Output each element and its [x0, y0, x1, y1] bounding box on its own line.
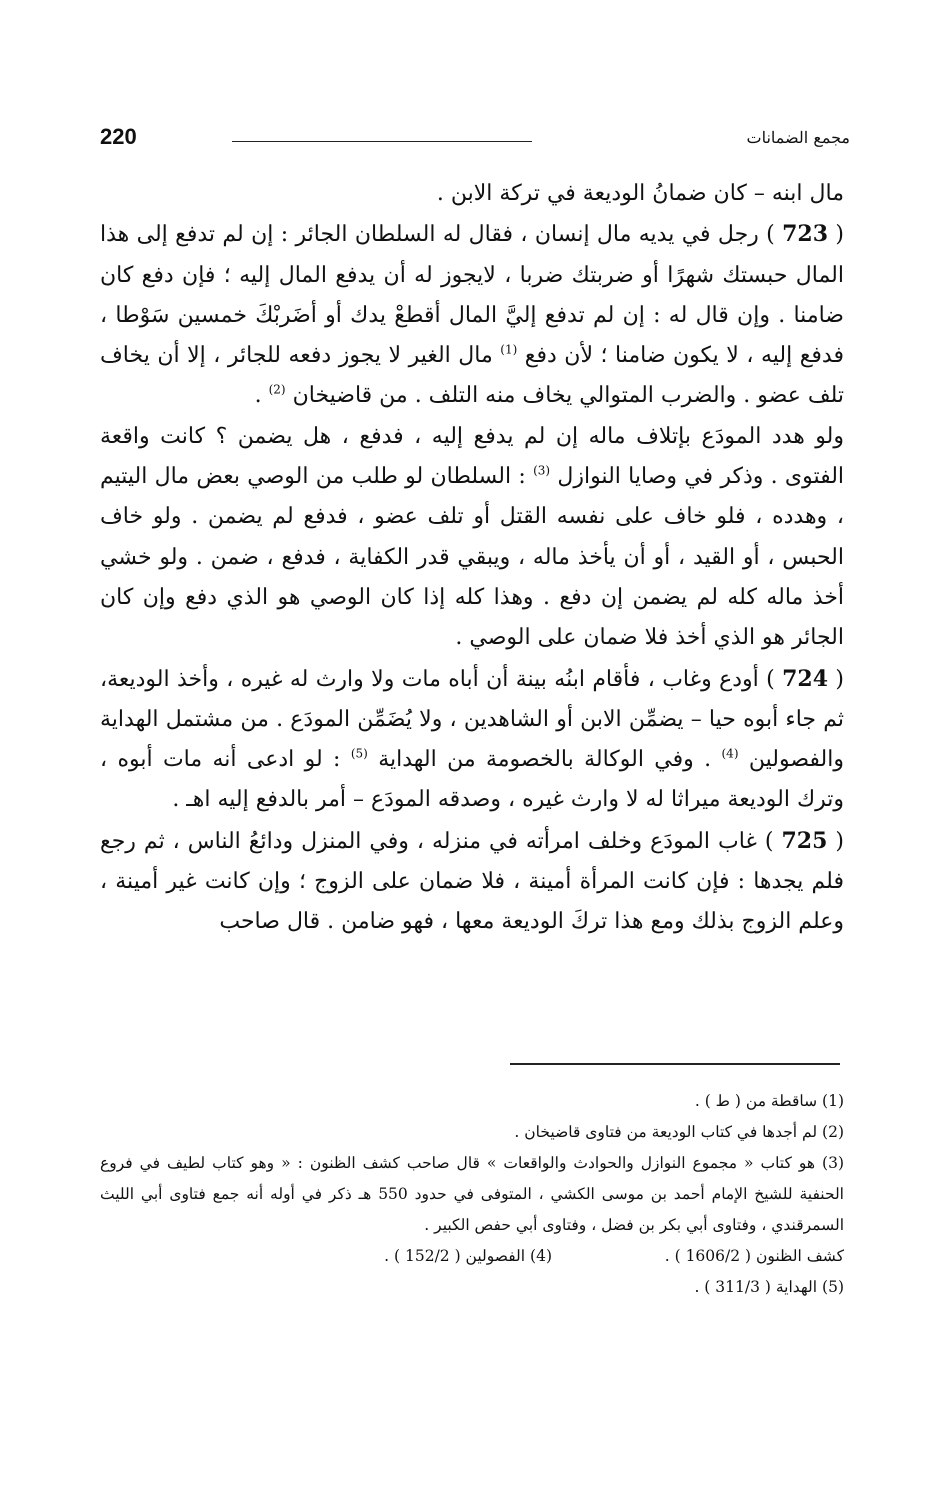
open-paren: ( — [835, 222, 845, 248]
item-number-725: 725 — [781, 827, 828, 854]
page-header — [100, 118, 850, 158]
main-text — [100, 174, 844, 943]
footnote-ref-2[interactable]: (2) — [268, 383, 286, 398]
paragraph-threat — [100, 417, 844, 659]
running-title: مجمع الضمانات — [746, 128, 850, 147]
footnote-separator — [510, 1063, 840, 1065]
footnotes — [100, 1086, 844, 1303]
footnote-ref-5[interactable]: (5) — [350, 746, 368, 761]
footnote-row — [100, 1241, 844, 1272]
footnote-2: (2) لم أجدها في كتاب الوديعة من فتاوى قاضيخان . — [514, 1123, 844, 1141]
footnote-3: (3) هو كتاب « مجموع النوازل والحوادث والواقعات » قال صاحب كشف الظنون : « وهو كتاب لطيف في فروع الحنفية للشيخ الإمام أحمد بن موسى الكشي ، المتوفى في حدود 550 هـ ذكر في أوله أنه جمع فتاوى أبي الليث السمرقندي ، وفتاوى أبي بكر بن فضل ، وفتاوى أبي حفص الكبير . — [100, 1154, 844, 1234]
header-rule — [232, 141, 532, 142]
footnote-ref-1[interactable]: (1) — [500, 342, 518, 357]
paragraph-724-text-2: . وفي الوكالة بالخصومة من الهداية — [378, 747, 712, 773]
page-number: 220 — [100, 124, 137, 149]
paragraph-725-text-1: ) غاب المودَع وخلف امرأته في منزله ، وفي المنزل ودائعُ الناس ، ثم رجع فلم يجدها : فإن كانت المرأة أمينة ، فلا ضمان على الزوج ؛ وإن كانت غير أمينة ، وعلم الزوج بذلك ومع هذا تركَ الوديعة معها ، فهو ضامن . قال صاحب — [100, 828, 844, 935]
footnote-4: (4) الفصولين ( 152/2 ) . — [384, 1247, 552, 1265]
item-number-723: 723 — [782, 221, 829, 248]
paragraph-threat-text-2: : السلطان لو طلب من الوصي بعض مال اليتيم ، وهدده ، فلو خاف على نفسه القتل أو تلف عضو ، فدفع لم يضمن . ولو خاف الحبس ، أو القيد ، أو أن يأخذ ماله ، ويبقي قدر الكفاية ، فدفع ، ضمن . ولو خشي أخذ ماله كله لم يضمن إن دفع . وهذا كله إذا كان الوصي هو الذي دفع وإن كان الجائر هو الذي أخذ فلا ضمان على الوصي . — [100, 464, 844, 651]
footnote-3-source: كشف الظنون ( 1606/2 ) . — [664, 1247, 844, 1265]
open-paren: ( — [835, 666, 845, 692]
paragraph-724-text-3: : لو ادعى أنه مات أبوه ، وترك الوديعة ميراثا له لا وارث غيره ، وصدقه المودَع – أمر بالدفع إليه اهـ . — [100, 747, 844, 813]
open-paren: ( — [835, 828, 845, 854]
footnote-1: (1) ساقطة من ( ط ) . — [694, 1092, 844, 1110]
paragraph-723-text-1: ) رجل في يديه مال إنسان ، فقال له السلطان الجائر : إن لم تدفع إلى هذا المال حبستك شهرًا أو ضربتك ضربا ، لايجوز له أن يدفع المال إليه ؛ فإن دفع كان ضامنا . وإن قال له : إن لم تدفع إليَّ المال أقطعْ يدك أو أضَربْكَ خمسين سَوْطا ، فدفع إليه ، لا يكون ضامنا ؛ لأن دفع — [100, 222, 844, 369]
paragraph-723-text-2: مال الغير لا يجوز دفعه للجائر ، إلا أن يخاف تلف عضو . والضرب المتوالي يخاف منه التلف . من قاضيخان — [100, 343, 844, 409]
footnote-5: (5) الهداية ( 311/3 ) . — [694, 1278, 844, 1296]
paragraph-723-text-3: . — [254, 383, 262, 409]
footnote-ref-3[interactable]: (3) — [533, 463, 551, 478]
footnote-ref-4[interactable]: (4) — [721, 746, 739, 761]
paragraph-724 — [100, 659, 844, 821]
paragraph-723 — [100, 214, 844, 416]
paragraph-725 — [100, 821, 844, 943]
paragraph-724-text-1: ) أودع وغاب ، فأقام ابنُه بينة أن أباه مات ولا وارث له غيره ، وأخذ الوديعة، ثم جاء أبوه حيا – يضمِّن الابن أو الشاهدين ، ولا يُضَمِّن المودَع . من مشتمل الهداية والفصولين — [100, 666, 844, 773]
paragraph-continuation: مال ابنه – كان ضمانُ الوديعة في تركة الابن . — [436, 181, 844, 206]
paragraph-threat-text-1: ولو هدد المودَع بإتلاف ماله إن لم يدفع إليه ، فدفع ، هل يضمن ؟ كانت واقعة الفتوى . وذكر في وصايا النوازل — [100, 423, 845, 490]
item-number-724: 724 — [782, 665, 829, 692]
